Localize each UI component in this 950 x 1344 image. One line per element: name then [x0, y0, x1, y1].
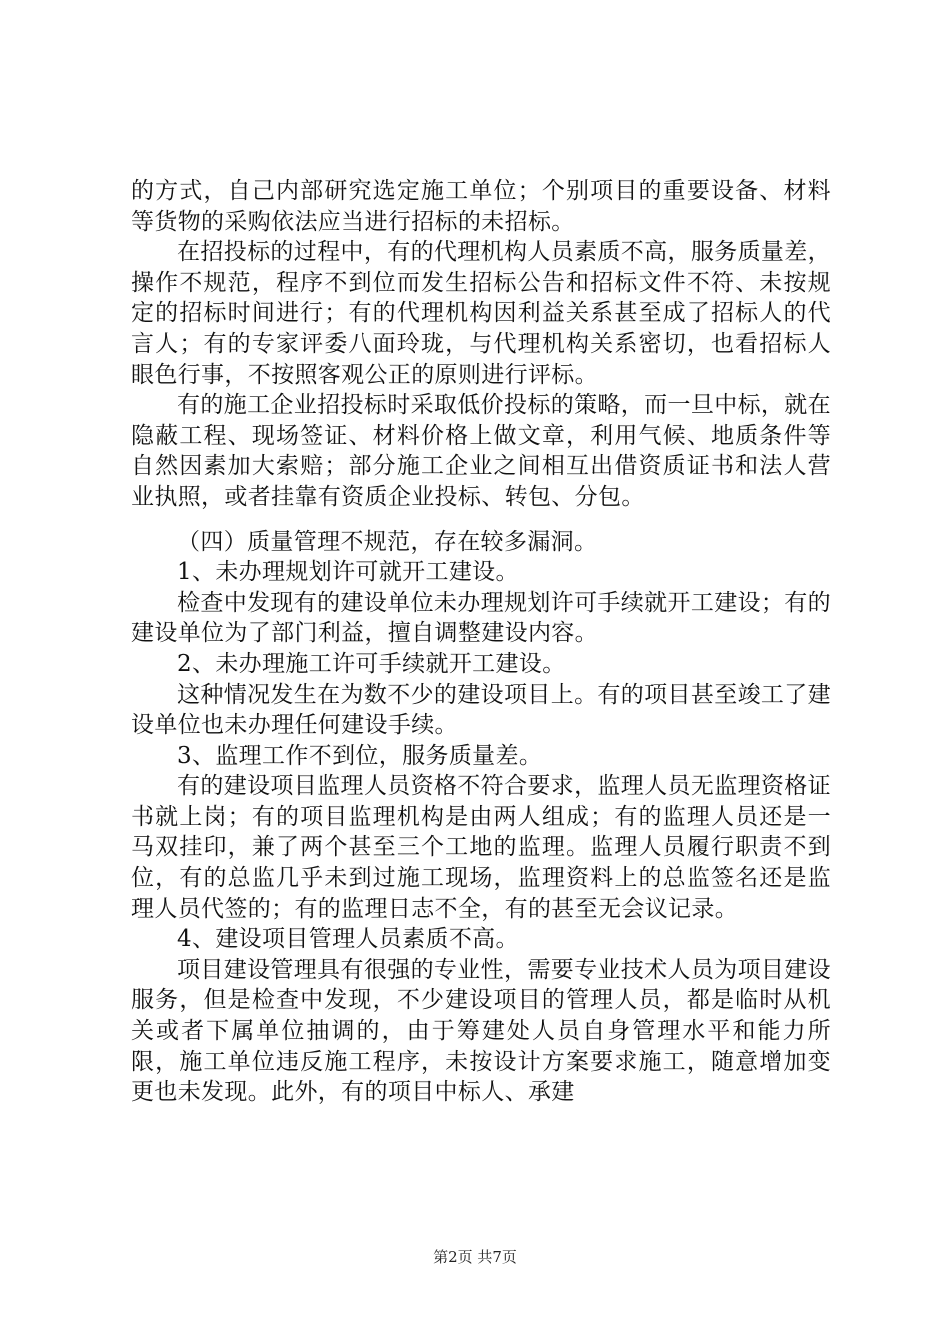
page-number-footer: 第2页 共7页	[433, 1248, 517, 1266]
paragraph-continuation: 的方式，自己内部研究选定施工单位；个别项目的重要设备、材料等货物的采购依法应当进行招标的未招标。	[131, 178, 831, 235]
paragraph-construction-permit: 这种情况发生在为数不少的建设项目上。有的项目甚至竣工了建设单位也未办理任何建设手续。	[131, 681, 831, 739]
paragraph-construction-firms: 有的施工企业招投标时采取低价投标的策略，而一旦中标，就在隐蔽工程、现场签证、材料价格上做文章，利用气候、地质条件等自然因素加大索赔；部分施工企业之间相互出借资质证书和法人营业执照，或者挂靠有资质企业投标、转包、分包。	[131, 392, 831, 510]
paragraph-management-staff: 项目建设管理具有很强的专业性，需要专业技术人员为项目建设服务，但是检查中发现，不少建设项目的管理人员，都是临时从机关或者下属单位抽调的，由于筹建处人员自身管理水平和能力所限，施工单位违反施工程序，未按设计方案要求施工，随意增加变更也未发现。此外，有的项目中标人、承建	[131, 956, 831, 1106]
paragraph-planning-permit: 检查中发现有的建设单位未办理规划许可手续就开工建设；有的建设单位为了部门利益，擅自调整建设内容。	[131, 589, 831, 647]
paragraph-bidding-agencies: 在招投标的过程中，有的代理机构人员素质不高，服务质量差，操作不规范，程序不到位而发生招标公告和招标文件不符、未按规定的招标时间进行；有的代理机构因利益关系甚至成了招标人的代言人；有的专家评委八面玲珑，与代理机构关系密切，也看招标人眼色行事，不按照客观公正的原则进行评标。	[131, 239, 831, 388]
section-heading-quality-management: （四）质量管理不规范，存在较多漏洞。	[177, 528, 598, 555]
subheading-planning-permit: 1、未办理规划许可就开工建设。	[177, 559, 519, 586]
subheading-management-staff: 4、建设项目管理人员素质不高。	[177, 926, 519, 953]
paragraph-supervision: 有的建设项目监理人员资格不符合要求，监理人员无监理资格证书就上岗；有的项目监理机构是由两人组成；有的监理人员还是一马双挂印，兼了两个甚至三个工地的监理。监理人员履行职责不到位，有的总监几乎未到过施工现场，监理资料上的总监签名还是监理人员代签的；有的监理日志不全，有的甚至无会议记录。	[131, 773, 831, 922]
subheading-supervision: 3、监理工作不到位，服务质量差。	[177, 742, 543, 769]
subheading-construction-permit: 2、未办理施工许可手续就开工建设。	[177, 650, 566, 677]
document-body	[131, 176, 831, 1108]
